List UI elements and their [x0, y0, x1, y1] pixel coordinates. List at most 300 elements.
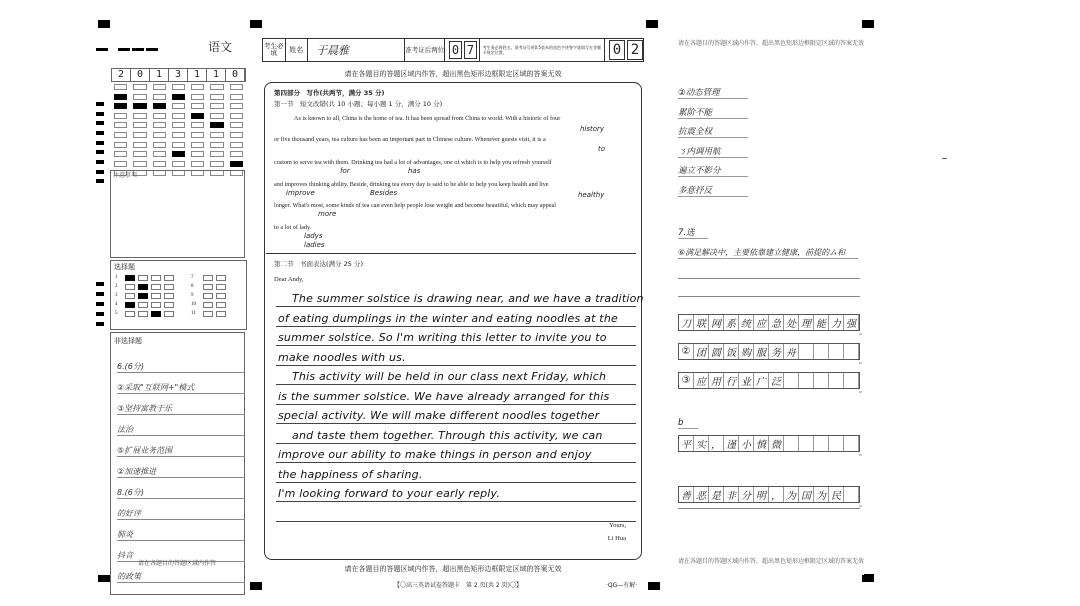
character-cell: 圆: [709, 344, 724, 359]
answer-bubble: [151, 311, 161, 317]
blank-line: [678, 296, 860, 297]
bubble: [191, 94, 204, 100]
question-number: 2: [115, 284, 118, 289]
question-number: 11: [191, 311, 196, 316]
timing-mark: [96, 141, 104, 145]
answer-bubble: [216, 311, 226, 317]
bubble: [230, 122, 243, 128]
box-tag: 10: [858, 361, 862, 365]
passage-line: to a lot of lady.: [274, 224, 312, 231]
timing-mark: [96, 302, 104, 306]
bottom-warning: 请在各题目的答题区域内作答，超出黑色矩形边框限定区域的答案无效: [678, 558, 865, 565]
bubble: [191, 122, 204, 128]
name-value: 于晨雅: [308, 39, 405, 61]
character-cell: 实: [694, 436, 709, 451]
character-cell: [844, 373, 859, 388]
answer-bubble: [151, 293, 161, 299]
character-cell: 强: [844, 315, 859, 330]
answer-bubble: [203, 284, 213, 290]
correction-mark: healthy: [578, 191, 605, 199]
id-digit: 2: [112, 69, 131, 81]
bubble: [230, 103, 243, 109]
bubble: [172, 84, 185, 90]
bubble: [153, 122, 166, 128]
question-number: 5: [115, 311, 118, 316]
question-number: 4: [115, 302, 118, 307]
bubble: [114, 151, 127, 157]
bubble: [133, 113, 146, 119]
id-digit: 1: [188, 69, 207, 81]
character-cell: 处: [784, 315, 799, 330]
bubble: [230, 132, 243, 138]
item-label: 7.选: [678, 226, 708, 239]
bubble: [114, 132, 127, 138]
answer-bubble: [125, 275, 135, 281]
bubble: [153, 142, 166, 148]
essay-line: I'm looking forward to your early reply.: [278, 487, 501, 500]
character-cell: [799, 373, 814, 388]
section-divider: [266, 253, 636, 254]
signature: Li Hua: [607, 535, 626, 542]
character-box-row: [678, 372, 860, 389]
part-title: 第四部分 写作(共两节，满分 35 分): [274, 89, 385, 97]
handwritten-line: ②加速推进: [117, 466, 245, 478]
bubble-row: [111, 130, 246, 140]
answer-bubble: [216, 284, 226, 290]
bubble-row: [111, 82, 246, 92]
handwritten-line: 抗震全权: [678, 125, 748, 138]
ruled-line: [276, 504, 636, 522]
passage-line: and improves thinking ability. Beside, drinking tea every day is said to be able to help you keep health and live: [274, 181, 549, 188]
character-cell: 恶: [694, 487, 709, 502]
passage-line: As is known to all, China is the home of tea. It has been spread from China to world. With a historic of four: [294, 115, 561, 122]
header-box: [262, 38, 644, 62]
answer-bubble: [138, 302, 148, 308]
bubble: [191, 84, 204, 90]
bubble: [114, 161, 127, 167]
correction-mark: for: [340, 167, 350, 175]
page-digit: 0: [609, 40, 625, 60]
timing-mark: [96, 179, 104, 183]
character-cell: 舟: [784, 344, 799, 359]
character-cell: 业: [739, 373, 754, 388]
answer-bubble: [164, 302, 174, 308]
greeting: Dear Andy,: [274, 276, 304, 283]
timing-mark: [96, 160, 104, 164]
bottom-warning: 请在各题目的答题区域内作答，超出黑色矩形边框限定区域的答案无效: [344, 565, 562, 573]
answer-bubble: [151, 284, 161, 290]
timing-mark: [96, 131, 104, 135]
character-cell: [844, 344, 859, 359]
bubble: [153, 151, 166, 157]
timing-mark: [96, 292, 104, 296]
character-cell: ③: [679, 373, 694, 388]
character-cell: [844, 487, 859, 502]
bubble: [114, 94, 127, 100]
exam-id-label: 准考证后两位: [405, 39, 445, 61]
bubble: [153, 94, 166, 100]
bubble: [230, 161, 243, 167]
essay-line: This activity will be held in our class next Friday, which: [292, 370, 607, 383]
character-cell: 团: [694, 344, 709, 359]
correction-mark: ladys: [304, 232, 323, 240]
id-digit: 1: [150, 69, 169, 81]
bubble: [114, 122, 127, 128]
character-cell: 非: [724, 487, 739, 502]
character-cell: 分: [739, 487, 754, 502]
answer-bubble: [125, 284, 135, 290]
bubble: [133, 122, 146, 128]
timing-mark: [96, 170, 104, 174]
bubble: [153, 84, 166, 90]
correction-mark: Besides: [370, 189, 398, 197]
character-cell: 力: [829, 315, 844, 330]
correction-mark: history: [580, 125, 605, 133]
student-id-grid: [111, 68, 246, 178]
character-cell: 善: [679, 487, 694, 502]
handwritten-line: 多意抒反: [678, 184, 748, 197]
box-tag: 10: [858, 390, 862, 394]
character-box-row: [678, 435, 860, 452]
bubble: [210, 103, 223, 109]
bubble: [210, 142, 223, 148]
answer-bubble: [125, 302, 135, 308]
character-cell: 系: [724, 315, 739, 330]
page-footer: 【〇高三英语试卷答题卡 第 2 页(共 2 页)〇】: [394, 582, 522, 589]
handwritten-line: 的政策: [117, 571, 245, 583]
passage-line: longer. What's most, some kinds of tea can even help people lose weight and become beautiful, which may appeal: [274, 202, 556, 209]
essay-line: is the summer solstice. We have already arranged for this: [278, 389, 610, 403]
bubble: [133, 103, 146, 109]
english-answer-page: [262, 38, 644, 589]
character-cell: 平: [679, 436, 694, 451]
bubble: [172, 103, 185, 109]
character-cell: [829, 436, 844, 451]
answer-bubble: [203, 275, 213, 281]
id-digit: 3: [169, 69, 188, 81]
answer-bubble: [151, 302, 161, 308]
bubble: [210, 84, 223, 90]
required-label: 考生必填: [263, 39, 286, 61]
registration-mark: [250, 20, 262, 28]
bubble-row: [111, 149, 246, 159]
bubble-row: [111, 101, 246, 111]
header-note: 考生务必将姓名、准考证号用0.5毫米的黑色字迹签字笔填写在答题卡规定位置。: [480, 39, 605, 61]
registration-mark: [646, 20, 658, 28]
choice-row: [111, 282, 246, 291]
registration-mark: [98, 20, 110, 28]
bubble: [114, 142, 127, 148]
character-cell: 行: [724, 373, 739, 388]
handwritten-line: 法治: [117, 424, 245, 436]
timing-mark: [96, 112, 104, 116]
correction-mark: to: [598, 145, 606, 153]
bubble-row: [111, 120, 246, 130]
character-cell: [814, 436, 829, 451]
handwritten-line: 6.(6分): [117, 361, 245, 373]
character-cell: 统: [739, 315, 754, 330]
choice-row: [111, 273, 246, 282]
dash-mark: [96, 48, 108, 51]
handwritten-line: 累阶不能: [678, 106, 748, 119]
bubble: [172, 94, 185, 100]
bubble: [133, 132, 146, 138]
blank-line: [678, 278, 860, 279]
bubble-row: [111, 159, 246, 169]
character-cell: 饭: [724, 344, 739, 359]
answer-bubble: [203, 293, 213, 299]
blank-line: [678, 508, 860, 509]
handwritten-line: 抖音: [117, 550, 245, 562]
character-cell: 广: [754, 373, 769, 388]
registration-mark: [648, 582, 660, 590]
registration-mark: [98, 574, 110, 582]
exam-id-digits: [445, 39, 479, 61]
bubble: [191, 132, 204, 138]
choice-section: [110, 260, 247, 330]
essay-line: make noodles with us.: [278, 350, 406, 364]
name-label: 姓名: [286, 39, 309, 61]
answer-bubble: [216, 302, 226, 308]
handwritten-line: 遍立不影分: [678, 164, 748, 177]
answer-bubble: [138, 275, 148, 281]
essay-line: and taste them together. Through this activity, we can: [292, 428, 603, 442]
character-cell: 服: [754, 344, 769, 359]
character-cell: [799, 436, 814, 451]
id-digits: [111, 68, 246, 82]
timing-mark: [96, 282, 104, 286]
character-cell: [799, 344, 814, 359]
bubble-row: [111, 111, 246, 121]
bottom-warning: 请在各题目的答题区域内作答: [138, 560, 217, 567]
character-cell: 微: [769, 436, 784, 451]
dash-mark: [118, 48, 130, 51]
handwritten-line: ②采取"互联网+"模式: [117, 382, 245, 394]
registration-mark: [862, 574, 874, 582]
bubble: [172, 113, 185, 119]
character-cell: 网: [709, 315, 724, 330]
character-box-row: [678, 486, 860, 503]
stray-mark: [942, 158, 947, 159]
character-cell: 应: [694, 373, 709, 388]
handwritten-line: 8.(6分): [117, 487, 245, 499]
answer-bubble: [216, 293, 226, 299]
bubble: [133, 84, 146, 90]
character-cell: 是: [709, 487, 724, 502]
answer-bubble: [164, 293, 174, 299]
subject-title: 语文: [208, 40, 233, 54]
bubble: [191, 161, 204, 167]
box-tag: 10: [858, 453, 862, 457]
bubble: [114, 84, 127, 90]
question-number: 8: [191, 284, 194, 289]
character-cell: 慎: [754, 436, 769, 451]
page-digit: 2: [627, 40, 643, 60]
bubble: [172, 122, 185, 128]
bubble: [133, 161, 146, 167]
answer-bubble: [164, 275, 174, 281]
correction-mark: improve: [286, 189, 315, 197]
dash-mark: [132, 48, 144, 51]
essay-line: summer solstice. So I'm writing this letter to invite you to: [278, 331, 607, 344]
closing: Yours,: [609, 522, 626, 529]
character-cell: 国: [799, 487, 814, 502]
bubble: [172, 161, 185, 167]
character-cell: [844, 436, 859, 451]
bubble: [172, 151, 185, 157]
passage-line: custom to serve tea with them. Drinking tea had a lot of advantages, one of which is to help you refresh yourself: [274, 159, 552, 166]
answer-bubble: [164, 284, 174, 290]
bubble: [191, 103, 204, 109]
id-digit: 0: [226, 69, 245, 81]
bubble: [191, 142, 204, 148]
character-cell: [814, 344, 829, 359]
registration-mark: [250, 582, 262, 590]
character-cell: 购: [739, 344, 754, 359]
correction-mark: ladies: [304, 241, 325, 249]
bubble: [210, 151, 223, 157]
box-tag: 10: [858, 504, 862, 508]
answer-bubble: [138, 284, 148, 290]
timing-mark: [96, 150, 104, 154]
choice-row: [111, 309, 246, 318]
essay-line: special activity. We will make different noodles together: [278, 409, 600, 422]
character-cell: 用: [709, 373, 724, 388]
id-digit: 0: [131, 69, 150, 81]
character-cell: [829, 373, 844, 388]
essay-line: The summer solstice is drawing near, and we have a tradition: [292, 292, 644, 305]
answer-line: ⑥满足解决中，主要依靠建立健康，前提的ム和: [678, 247, 858, 259]
bubble: [114, 103, 127, 109]
question-number: 10: [191, 302, 196, 307]
question-number: 1: [115, 275, 118, 280]
timing-mark: [96, 322, 104, 326]
bubble: [230, 94, 243, 100]
answer-bubble: [216, 275, 226, 281]
essay-line: the happiness of sharing.: [278, 467, 423, 481]
essay-line: improve our ability to make things in person and enjoy: [278, 448, 592, 461]
character-cell: 理: [799, 315, 814, 330]
character-cell: 能: [814, 315, 829, 330]
bubble: [230, 142, 243, 148]
bubble: [133, 142, 146, 148]
character-cell: 联: [694, 315, 709, 330]
dash-mark: [146, 48, 158, 51]
character-cell: ，: [709, 436, 724, 451]
timing-mark: [96, 312, 104, 316]
timing-mark: [96, 121, 104, 125]
timing-mark: [96, 102, 104, 106]
bubble: [230, 113, 243, 119]
handwritten-line: ㄋ内调用航: [678, 145, 748, 158]
character-box-row: [678, 343, 860, 360]
question-number: 7: [191, 275, 194, 280]
bubble: [210, 94, 223, 100]
answer-bubble: [138, 293, 148, 299]
character-cell: 明: [754, 487, 769, 502]
answer-bubble: [151, 275, 161, 281]
choice-label: 选择题: [114, 263, 135, 271]
essay-line: of eating dumplings in the winter and eating noodles at the: [278, 311, 618, 325]
handwritten-line: ⑤扩展业务范围: [117, 445, 245, 457]
character-cell: ②: [679, 344, 694, 359]
character-cell: 急: [769, 315, 784, 330]
bubble: [230, 84, 243, 90]
bubble: [191, 113, 204, 119]
bubble: [210, 161, 223, 167]
handwritten-line: ②动态管理: [678, 86, 748, 99]
character-cell: 刀: [679, 315, 694, 330]
box-tag: 10: [858, 332, 862, 336]
bubble: [210, 122, 223, 128]
correction-mark: has: [408, 167, 421, 175]
registration-mark: [862, 20, 874, 28]
nonchoice-section: [110, 332, 245, 595]
character-cell: [814, 373, 829, 388]
choice-row: [111, 291, 246, 300]
bubble: [153, 161, 166, 167]
question-number: 3: [115, 293, 118, 298]
correction-mark: more: [318, 210, 337, 218]
passage-line: or five thousand years, tea culture has been an important part in Chinese culture. Whenever guests visit, it is a: [274, 136, 546, 143]
character-cell: 小: [739, 436, 754, 451]
bubble: [230, 151, 243, 157]
id-digit: 7: [464, 41, 477, 59]
id-digit: 1: [207, 69, 226, 81]
character-cell: 为: [784, 487, 799, 502]
right-answer-page: [674, 30, 864, 575]
handwritten-line: 肺炎: [117, 529, 245, 541]
bubble: [191, 151, 204, 157]
bubble: [153, 113, 166, 119]
bubble-row: [111, 140, 246, 150]
question-number: 9: [191, 293, 194, 298]
bubble-row: [111, 92, 246, 102]
section2-title: 第二节 书面表达(满分 25 分): [274, 260, 363, 268]
handwritten-line: ③坚持寓教于乐: [117, 403, 245, 415]
notes-label: 注意事项: [113, 173, 138, 179]
top-warning: 请在各题目的答题区域内作答，超出黑色矩形边框限定区域的答案无效: [344, 70, 562, 78]
nonchoice-label: 非选择题: [114, 337, 142, 345]
section1-title: 第一节 短文改错(共 10 小题；每小题 1 分，满分 10 分): [274, 100, 443, 108]
bubble: [172, 142, 185, 148]
handwritten-line: 的好评: [117, 508, 245, 520]
character-box-row: [678, 314, 860, 331]
id-digit: 0: [449, 41, 462, 59]
page-number: [605, 39, 643, 61]
character-cell: [784, 436, 799, 451]
item-label: b: [678, 418, 698, 429]
character-cell: 应: [754, 315, 769, 330]
answer-bubble: [125, 311, 135, 317]
top-warning: 请在各题目的答题区域内作答，超出黑色矩形边框限定区域的答案无效: [678, 40, 865, 47]
bubble: [172, 132, 185, 138]
bubble: [210, 113, 223, 119]
answer-bubble: [164, 311, 174, 317]
character-cell: [784, 373, 799, 388]
footer-code: ·QG—有解·: [606, 582, 638, 589]
bubble: [210, 132, 223, 138]
left-answer-page: [96, 30, 241, 581]
answer-bubble: [203, 311, 213, 317]
character-cell: 民: [829, 487, 844, 502]
bubble: [133, 94, 146, 100]
character-cell: 谨: [724, 436, 739, 451]
answer-bubble: [138, 311, 148, 317]
character-cell: [829, 344, 844, 359]
character-cell: 为: [814, 487, 829, 502]
character-cell: 泛: [769, 373, 784, 388]
